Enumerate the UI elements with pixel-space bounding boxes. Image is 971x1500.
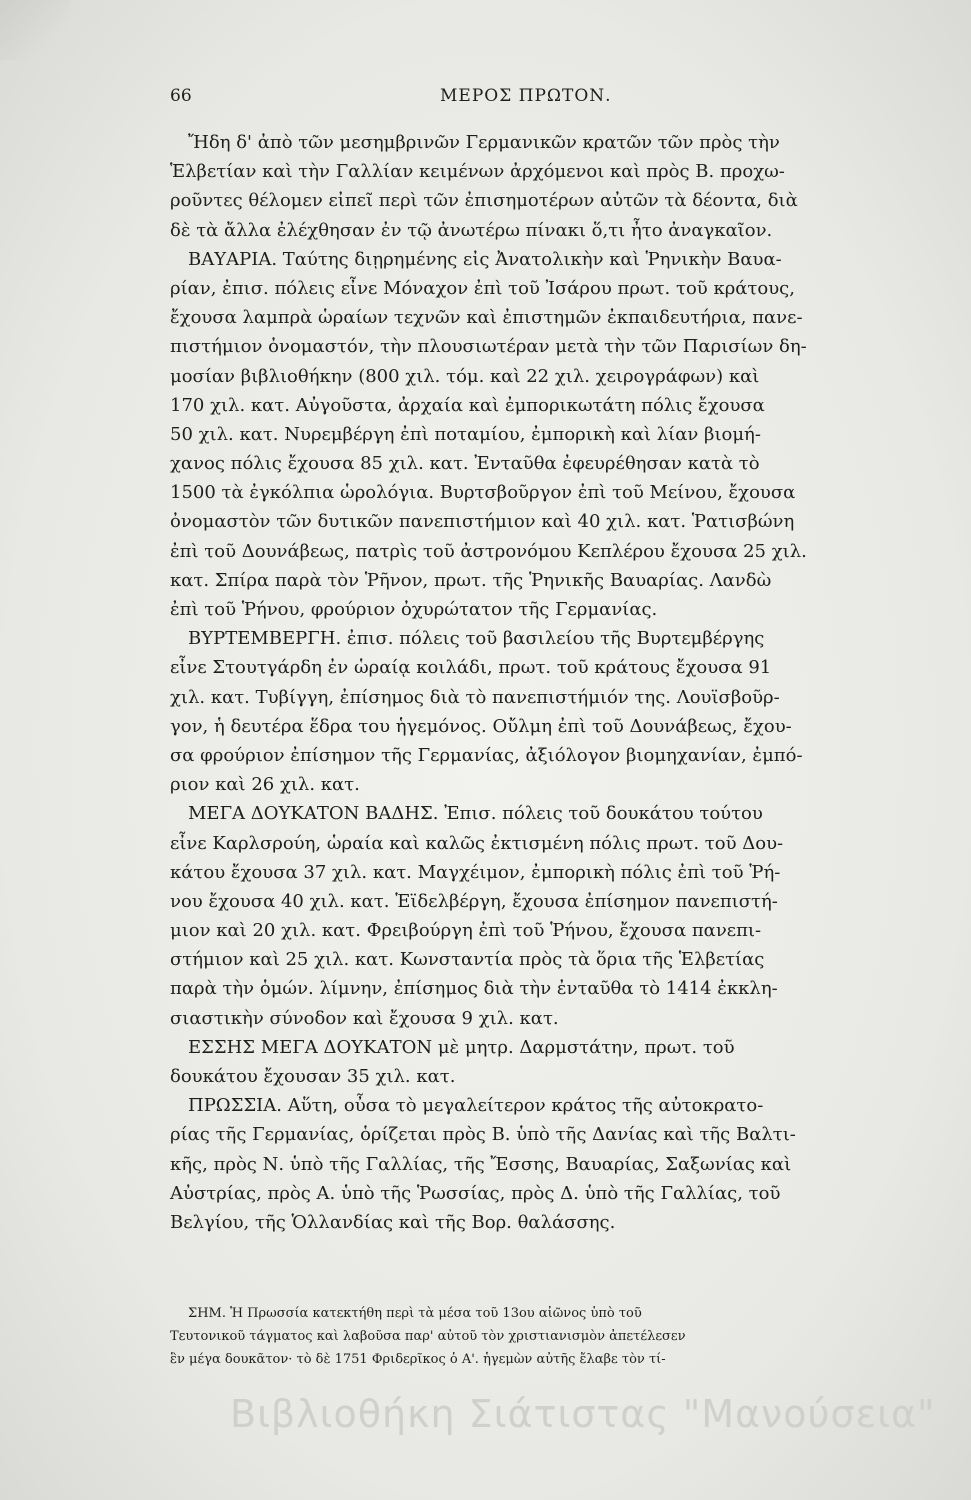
text-line: ΠΡΩΣΣΙΑ. Αὕτη, οὖσα τὸ μεγαλείτερον κράτος τῆς αὐτοκρατο- <box>188 1095 764 1117</box>
text-line: 50 χιλ. κατ. Νυρεμβέργη ἐπὶ ποταμίου, ἐμπορικὴ καὶ λίαν βιομή- <box>170 423 761 445</box>
page-header <box>170 86 810 110</box>
text-line: ἔχουσα λαμπρὰ ὡραίων τεχνῶν καὶ ἐπιστημῶν ἐκπαιδευτήρια, πανε- <box>170 307 803 329</box>
text-line: κατ. Σπίρα παρὰ τὸν Ῥῆνον, πρωτ. τῆς Ῥηνικῆς Βαυαρίας. Λανδὼ <box>170 569 772 591</box>
text-line: νου ἔχουσα 40 χιλ. κατ. Ἑϊδελβέργη, ἔχουσα ἐπίσημον πανεπιστή- <box>170 890 778 912</box>
text-line: εἶνε Στουτγάρδη ἐν ὡραίᾳ κοιλάδι, πρωτ. τοῦ κράτους ἔχουσα 91 <box>170 657 772 679</box>
text-line: ΜΕΓΑ ΔΟΥΚΑΤΟΝ ΒΑΔΗΣ. Ἐπισ. πόλεις τοῦ δουκάτου τούτου <box>188 803 763 825</box>
page-corner-shadow <box>0 0 70 60</box>
text-line: 170 χιλ. κατ. Αὐγοῦστα, ἀρχαία καὶ ἐμπορικωτάτη πόλις ἔχουσα <box>170 394 765 416</box>
text-line: εἶνε Καρλσρούη, ὡραία καὶ καλῶς ἐκτισμένη πόλις πρωτ. τοῦ Δου- <box>170 832 784 854</box>
text-line: ὀνομαστὸν τῶν δυτικῶν πανεπιστήμιον καὶ 40 χιλ. κατ. Ῥατισβώνη <box>170 511 795 533</box>
text-line: σιαστικὴν σύνοδον καὶ ἔχουσα 9 χιλ. κατ. <box>170 1007 559 1029</box>
text-line: σα φρούριον ἐπίσημον τῆς Γερμανίας, ἀξιόλογον βιομηχανίαν, ἐμπό- <box>170 744 803 766</box>
text-line: 1500 τὰ ἐγκόλπια ὡρολόγια. Βυρτσβοῦργον ἐπὶ τοῦ Μείνου, ἔχουσα <box>170 482 796 504</box>
text-line: Βελγίου, τῆς Ὁλλανδίας καὶ τῆς Βορ. θαλάσσης. <box>170 1211 616 1233</box>
text-line: κῆς, πρὸς Ν. ὑπὸ τῆς Γαλλίας, τῆς Ἔσσης, Βαυαρίας, Σαξωνίας καὶ <box>170 1153 792 1175</box>
text-line: δουκάτου ἔχουσαν 35 χιλ. κατ. <box>170 1066 456 1087</box>
footnote-line: Τευτονικοῦ τάγματος καὶ λαβοῦσα παρ' αὐτοῦ τὸν χριστιανισμὸν ἀπετέλεσεν <box>170 1329 686 1344</box>
text-line: παρὰ τὴν ὁμών. λίμνην, ἐπίσημος διὰ τὴν ἐνταῦθα τὸ 1414 ἐκκλη- <box>170 978 778 1000</box>
text-line: κάτου ἔχουσα 37 χιλ. κατ. Μαγχέιμον, ἐμπορικὴ πόλις ἐπὶ τοῦ Ῥή- <box>170 861 781 883</box>
text-line: ροῦντες θέλομεν εἰπεῖ περὶ τῶν ἐπισημοτέρων αὐτῶν τὰ δέοντα, διὰ <box>170 190 798 212</box>
body-text <box>170 128 830 1237</box>
running-title: ΜΕΡΟΣ ΠΡΩΤΟΝ. <box>440 86 612 106</box>
text-line: πιστήμιον ὀνομαστόν, τὴν πλουσιωτέραν μετὰ τὴν τῶν Παρισίων δη- <box>170 336 807 358</box>
text-line: ἐπὶ τοῦ Δουνάβεως, πατρὶς τοῦ ἀστρονόμου Κεπλέρου ἔχουσα 25 χιλ. <box>170 540 807 562</box>
text-line: στήμιον καὶ 25 χιλ. κατ. Κωνσταντία πρὸς τὰ ὅρια τῆς Ἑλβετίας <box>170 949 765 971</box>
footnote-line: ἓν μέγα δουκᾶτον· τὸ δὲ 1751 Φριδερῖκος ὁ Α'. ἡγεμὼν αὐτῆς ἔλαβε τὸν τί- <box>170 1352 666 1367</box>
page-number: 66 <box>170 86 192 106</box>
footnote <box>170 1302 830 1371</box>
text-line: ΕΣΣΗΣ ΜΕΓΑ ΔΟΥΚΑΤΟΝ μὲ μητρ. Δαρμστάτην, πρωτ. τοῦ <box>188 1036 735 1058</box>
text-line: ἐπὶ τοῦ Ῥήνου, φρούριον ὀχυρώτατον τῆς Γερμανίας. <box>170 599 658 620</box>
text-line: μοσίαν βιβλιοθήκην (800 χιλ. τόμ. καὶ 22 χιλ. χειρογράφων) καὶ <box>170 365 760 387</box>
text-line: Αὐστρίας, πρὸς Α. ὑπὸ τῆς Ῥωσσίας, πρὸς Δ. ὑπὸ τῆς Γαλλίας, τοῦ <box>170 1182 781 1204</box>
text-line: ρίαν, ἐπισ. πόλεις εἶνε Μόναχον ἐπὶ τοῦ Ἰσάρου πρωτ. τοῦ κράτους, <box>170 277 795 299</box>
footnote-line: ΣΗΜ. Ἡ Πρωσσία κατεκτήθη περὶ τὰ μέσα τοῦ 13ου αἰῶνος ὑπὸ τοῦ <box>188 1306 642 1321</box>
library-watermark: Βιβλιοθήκη Σιάτιστας "Μανούσεια" <box>230 1392 936 1436</box>
text-line: ρίας τῆς Γερμανίας, ὁρίζεται πρὸς Β. ὑπὸ τῆς Δανίας καὶ τῆς Βαλτι- <box>170 1124 796 1146</box>
text-line: χανος πόλις ἔχουσα 85 χιλ. κατ. Ἐνταῦθα ἐφευρέθησαν κατὰ τὸ <box>170 453 760 475</box>
text-line: ΒΥΡΤΕΜΒΕΡΓΗ. ἐπισ. πόλεις τοῦ βασιλείου τῆς Βυρτεμβέργης <box>188 628 765 650</box>
text-line: δὲ τὰ ἄλλα ἐλέχθησαν ἐν τῷ ἀνωτέρω πίνακι ὅ,τι ἦτο ἀναγκαῖον. <box>170 219 773 241</box>
text-line: ΒΑΥΑΡΙΑ. Ταύτης διῃρημένης εἰς Ἀνατολικὴν καὶ Ῥηνικὴν Βαυα- <box>188 248 782 270</box>
text-line: Ἑλβετίαν καὶ τὴν Γαλλίαν κειμένων ἀρχόμενοι καὶ πρὸς Β. προχω- <box>170 161 785 183</box>
text-line: γον, ἡ δευτέρα ἕδρα του ἡγεμόνος. Οὔλμη ἐπὶ τοῦ Δουνάβεως, ἔχου- <box>170 715 792 737</box>
text-line: μιον καὶ 20 χιλ. κατ. Φρειβούργη ἐπὶ τοῦ Ῥήνου, ἔχουσα πανεπι- <box>170 920 762 942</box>
text-line: Ἤδη δ' ἀπὸ τῶν μεσημβρινῶν Γερμανικῶν κρατῶν τῶν πρὸς τὴν <box>188 132 780 153</box>
text-line: χιλ. κατ. Τυβίγγη, ἐπίσημος διὰ τὸ πανεπιστήμιόν της. Λουϊσβοῦρ- <box>170 686 780 708</box>
text-line: ριον καὶ 26 χιλ. κατ. <box>170 774 360 796</box>
